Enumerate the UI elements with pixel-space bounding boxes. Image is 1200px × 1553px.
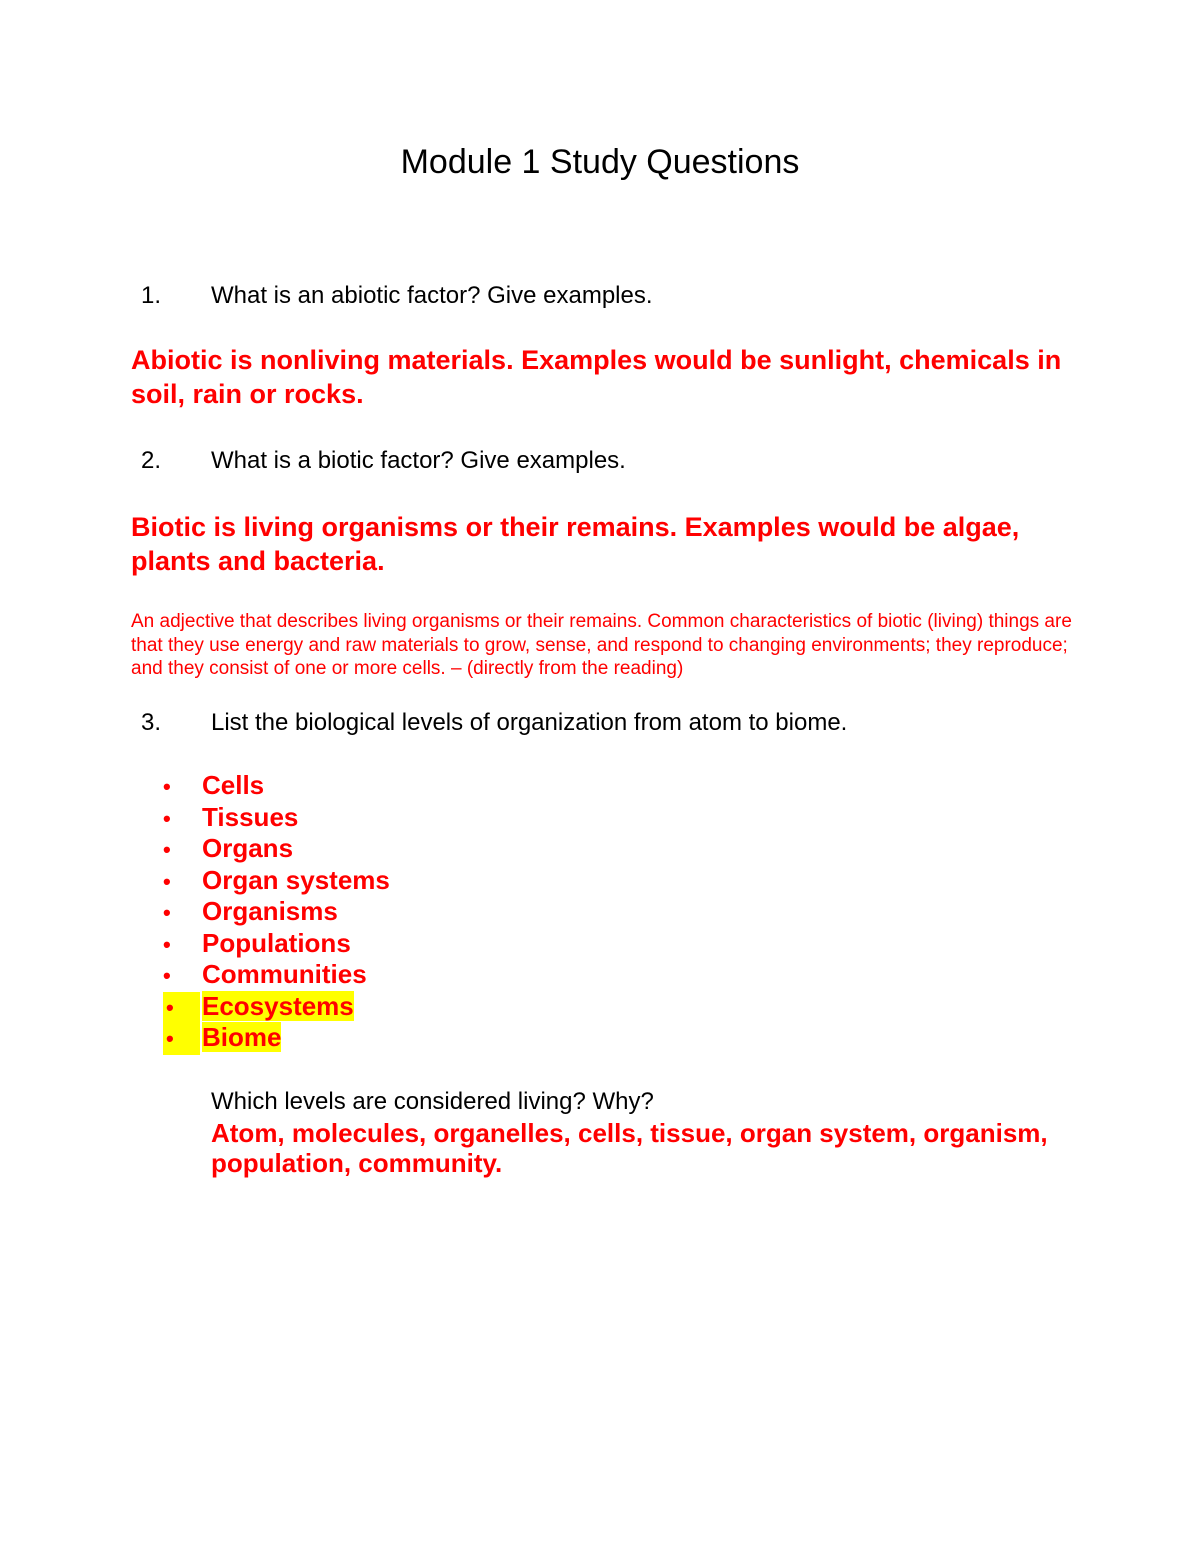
list-item: • Organs — [163, 833, 390, 865]
list-item: • Populations — [163, 928, 390, 960]
bullet-icon: • — [163, 774, 171, 799]
list-item-highlighted: • Ecosystems — [163, 991, 390, 1023]
document-title: Module 1 Study Questions — [400, 143, 800, 181]
bullet-icon: • — [163, 900, 171, 925]
question-number: 2. — [141, 447, 162, 474]
bullet-icon: • — [163, 805, 171, 831]
bullet-icon: • — [163, 1023, 200, 1055]
list-item: • Organ systems — [163, 865, 390, 897]
answer-1: Abiotic is nonliving materials. Examples would be sunlight, chemicals in soil, rain or rocks. — [131, 345, 1062, 409]
list-item-highlighted: • Biome — [163, 1022, 390, 1054]
list-item: • Tissues — [163, 802, 390, 834]
question-3 — [141, 708, 847, 738]
question-text: What is an abiotic factor? Give examples. — [211, 282, 653, 309]
bullet-icon: • — [163, 931, 171, 957]
answer-2: Biotic is living organisms or their remains. Examples would be algae, plants and bacteria. — [131, 512, 1020, 576]
question-2 — [141, 446, 626, 476]
levels-list — [163, 770, 390, 1054]
bullet-icon: • — [163, 837, 171, 862]
bullet-icon: • — [163, 963, 171, 988]
question-1 — [141, 281, 653, 311]
question-text: What is a biotic factor? Give examples. — [211, 447, 626, 474]
sub-answer: Atom, molecules, organelles, cells, tissue, organ system, organism, population, community. — [211, 1118, 1048, 1178]
bullet-icon: • — [163, 992, 200, 1024]
list-item: • Organisms — [163, 896, 390, 928]
question-number: 1. — [141, 282, 162, 309]
bullet-icon: • — [163, 868, 171, 894]
sub-question: Which levels are considered living? Why? — [211, 1088, 654, 1115]
question-number: 3. — [141, 709, 162, 736]
question-text: List the biological levels of organization from atom to biome. — [211, 709, 848, 736]
list-item: • Communities — [163, 959, 390, 991]
list-item: • Cells — [163, 770, 390, 802]
answer-2-note: An adjective that describes living organisms or their remains. Common characteristics of biotic (living) things are that they use energy and raw materials to grow, sense, and respond to changing environments; they reproduce; and they consist of one or more cells. – (directly from the reading) — [131, 611, 1072, 679]
